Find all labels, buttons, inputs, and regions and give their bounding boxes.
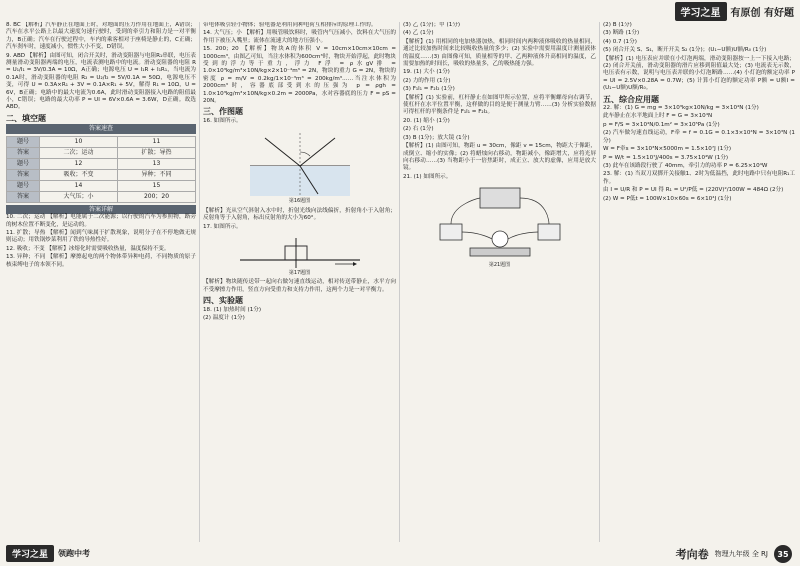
answer-18-2: (2) 温度计 (1分): [203, 314, 245, 321]
answer-23-1: 23. 解：(1) 当双刀双掷开关接触1、2时为低温挡，此时电路中只有电阻R₁工作。: [603, 171, 795, 185]
answer-19-3: (3) F₁l₁ = F₂l₂ (1分): [403, 86, 455, 93]
section-title-drawing: 三、作图题: [203, 107, 243, 117]
column-3: [403, 22, 596, 542]
answer-table-cell: 14: [40, 180, 118, 191]
answer-table-label: 题号: [7, 180, 40, 191]
answer-table-title: 答案速查: [6, 124, 196, 133]
answer-22-2: 此车静止在水平地面上时 F = G = 3×10⁴N: [603, 113, 713, 120]
answer-table-cell: 扩散；导热: [118, 147, 196, 158]
section-title-fill-blank: 二、填空题: [6, 113, 46, 123]
answer-20-3: (3) B (1分)；放大镜 (1分): [403, 134, 470, 141]
answer-17-explanation: 【解析】物块随传送带一起向右做匀速直线运动，相对传送带静止，水平方向不受摩擦力作用，竖直方向受重力和支持力作用，这两个力是一对平衡力。: [203, 279, 396, 293]
answer-13: 13. 异种；不同 【解析】摩擦起电的两个物体带异种电荷，不同物质的原子核束缚电子的本领不同。: [6, 254, 196, 268]
answer-table-cell: 13: [118, 158, 196, 169]
answer-table-cell: 异种；不同: [118, 169, 196, 180]
answer-table-cell: 200；20: [118, 191, 196, 202]
answer-23-2: 由 I = U/R 和 P = UI 得 R₁ = U²/P低 = (220V)²/100W = 484Ω (2分): [603, 187, 784, 194]
answer-table-cell: 10: [40, 136, 118, 147]
answer-20-2: (2) 右 (1分): [403, 126, 434, 133]
answer-table-label: 题号: [7, 136, 40, 147]
figure-17-caption: 第17题图: [288, 269, 311, 276]
answer-16-explanation: 【解析】光从空气斜射入水中时，折射光线向法线偏折，折射角小于入射角；反射角等于入射角，标出反射角的大小为60°。: [203, 207, 396, 222]
figure-17: [203, 234, 396, 277]
answer-22-4: (2) 汽车做匀速直线运动，F牵 = f = 0.1G = 0.1×3×10⁴N = 3×10³N (1分): [603, 130, 795, 144]
answer-22-6: P = W/t = 1.5×10⁷J/400s = 3.75×10⁴W (1分): [603, 154, 729, 161]
answer-12: 12. 吸收；不变 【解析】冰熔化时需要吸收热量，温度保持不变。: [6, 245, 170, 252]
brand-logo: 学习之星: [675, 2, 727, 21]
page-footer: [0, 544, 800, 566]
answer-18-4: (4) 乙 (1分): [403, 30, 434, 37]
answer-13-cont: 带电体吸引轻小物体；验电器是利用同种电荷互相排斥的原理工作的。: [203, 22, 377, 28]
answer-table-label: 答案: [7, 191, 40, 202]
footer-right: [676, 545, 792, 563]
answer-table-row: [7, 169, 196, 180]
answer-20-1: 20. (1) 缩小 (1分): [403, 117, 450, 124]
section-title-experiment: 四、实验题: [203, 296, 243, 306]
refraction-diagram: [240, 128, 360, 198]
column-2: [203, 22, 396, 542]
answer-table-cell: 11: [118, 136, 196, 147]
figure-21: [403, 184, 596, 269]
answer-10: 10. 二次；运动 【解析】电能属于二次能源；以行驶的汽车为参照物，路旁的树木位置不断变化，是运动的。: [6, 214, 196, 228]
answer-22-1: 22. 解：(1) G = mg = 3×10³kg×10N/kg = 3×10⁴N (1分): [603, 105, 759, 112]
column-divider: [599, 22, 600, 542]
answer-16: 16. 如图所示。: [203, 117, 242, 124]
answer-11: 11. 扩散；导热 【解析】闻到气味属于扩散现象，说明分子在不停地做无规则运动；用铁锅炒菜利用了铁的导热性好。: [6, 229, 196, 244]
answer-table-cell: 二次；运动: [40, 147, 118, 158]
answer-21-5: (5) 闭合开关 S、S₁，断开开关 S₂ (1分)；(U₁−U额)U额/R₀ (1分): [603, 47, 767, 54]
answer-21-2: (2) B (1分): [603, 22, 632, 28]
answer-table-label: 答案: [7, 147, 40, 158]
page-number: 35: [774, 545, 792, 563]
answer-table-row: [7, 158, 196, 169]
answer-21-explanation: 【解析】(1) 电压表应并联在小灯泡两端，滑动变阻器按一上一下接入电路；(2) 闭合开关前，滑动变阻器的滑片应移到阻值最大处；(3) 电流表无示数，电压表有示数，说明与电压表并联的小灯泡断路……(4) 小灯泡的额定功率 P = UI = 2.5V×0.28A = 0.7W；(5) 计算小灯泡的额定功率 P额 = U额I = (U₁−U额)U额/R₀。: [603, 55, 795, 92]
answer-20-explanation: 【解析】(1) 由图可知，物距 u = 30cm，像距 v = 15cm，物距大于像距，成倒立、缩小的实像；(2) 将蜡烛向右移动，物距减小，像距增大，应将光屏向右移动……(3) 当物距小于一倍焦距时，成正立、放大的虚像，应用是放大镜。: [403, 143, 596, 172]
answer-21-3: (3) 断路 (1分): [603, 30, 640, 37]
footer-volume: 考向卷: [675, 548, 709, 561]
answer-21-4: (4) 0.7 (1分): [603, 38, 637, 45]
answer-18-3: (3) 乙 (1分)；甲 (1分): [403, 22, 461, 28]
section-title-application: 五、综合应用题: [603, 94, 659, 104]
header-slogan: 有原创 有好题: [730, 8, 794, 19]
answer-23-3: (2) W = P低t = 100W×10×60s = 6×10⁴J (1分): [603, 195, 732, 202]
answer-22-5: W = F牵s = 3×10³N×5000m = 1.5×10⁷J (1分): [603, 146, 732, 153]
column-4: [603, 22, 795, 542]
figure-16-caption: 第16题图: [288, 198, 311, 205]
answer-table: [6, 136, 196, 203]
answer-9: 9. ABD 【解析】由图可知，闭合开关时，滑动变阻器与电阻R₁串联，电压表测量滑动变阻器两端的电压，电流表测电路中的电流。滑动变阻器的电阻 R = U₁/I₁ = 3V/0.3A = 10Ω，A正确；电源电压 U = I₁R + I₁R₁，当电流为0.1A时，滑动变阻器的电阻 R₂ = U₂/I₂ = 5V/0.1A = 50Ω，电源电压不变，可得 U = 0.3A×R₁ + 3V = 0.1A×R₁ + 5V，解得 R₁ = 10Ω，U = 6V，B正确；电路中的最大电流为0.6A，此时滑动变阻器接入电路的阻值最小，C错误；电路的最大功率 P = UI = 6V×0.6A = 3.6W，D正确。故选ABD。: [6, 52, 196, 111]
answer-19-1: 19. (1) 大小 (1分): [403, 69, 450, 76]
answer-table-cell: 12: [40, 158, 118, 169]
answer-17: 17. 如图所示。: [203, 223, 242, 230]
answer-18-1: 18. (1) 加热时间 (1分): [203, 306, 262, 313]
detail-title: 答案详解: [6, 205, 196, 214]
answer-table-row: [7, 191, 196, 202]
answer-table-row: [7, 136, 196, 147]
footer-subject: 物理九年级 全 RJ: [714, 550, 768, 558]
column-divider: [199, 22, 200, 542]
conveyor-diagram: [235, 234, 365, 270]
answer-table-label: 题号: [7, 158, 40, 169]
answer-21-1: 21. (1) 如图所示。: [403, 173, 452, 180]
answer-15: 15. 200；20 【解析】物块A的体积 V = 10cm×10cm×10cm = 1000cm³，由图乙可知，当注水体积为600cm³时，物块开始浮起，此时物块受到的浮力等于重力，浮力 F浮 = ρ水gV排 = 1.0×10³kg/m³×10N/kg×2×10⁻⁴m³ = 2N，物块的重力 G = 2N，物块的密度 ρ = m/V = 0.2kg/1×10⁻³m³ = 200kg/m³……当注水体积为2000cm³时，容器底部受到水的压强为 p = ρgh = 1.0×10³kg/m³×10N/kg×0.2m = 2000Pa，水对容器底的压力 F = pS = 20N。: [203, 46, 396, 105]
circuit-diagram: [430, 184, 570, 262]
answer-table-cell: 大气压；小: [40, 191, 118, 202]
answer-table-row: [7, 147, 196, 158]
answer-14: 14. 大气压；小 【解析】用吸管吸饮料时，吸管内气压减小，饮料在大气压的作用下被压入嘴里；流体在流速大的地方压强小。: [203, 30, 396, 44]
answer-table-cell: 吸收；不变: [40, 169, 118, 180]
answer-22-7: (3) 此车在该路段行驶了 40mm，牵引力的功率 P = 6.25×10⁴W: [603, 162, 768, 169]
column-1: [6, 22, 196, 542]
answer-table-label: 答案: [7, 169, 40, 180]
footer-brand-logo: 学习之星: [6, 545, 54, 562]
answer-22-3: p = F/S = 3×10⁴N/0.1m² = 3×10⁵Pa (1分): [603, 121, 720, 128]
answer-19-2: (2) 力的作用 (1分): [403, 77, 451, 84]
answer-18-explanation: 【解析】(1) 用相同的电加热器加热，相同时间内两种液体吸收的热量相同，通过比较加热时间来比较吸收热量的多少；(2) 实验中需要用温度计测量液体的温度……(3) 由图像可知，质量相等的甲、乙两种液体升高相同的温度，乙需要加热的时间长，吸收的热量多，乙的吸热能力强。: [403, 38, 596, 68]
column-divider: [399, 22, 400, 542]
footer-series: 领跑中考: [58, 549, 91, 558]
answer-19-explanation: 【解析】(1) 实验前，杠杆静止在如图甲所示位置，应将平衡螺母向右调节，使杠杆在水平位置平衡，这样做的目的是便于测量力臂……(3) 分析实验数据可得杠杆的平衡条件是 F₁l₁ = F₂l₂。: [403, 94, 596, 116]
answer-table-cell: 15: [118, 180, 196, 191]
footer-left: [6, 545, 90, 562]
answer-8: 8. BC 【解析】汽车静止在地面上时，对地面的压力作用在地面上，A错误；汽车在水平公路上以最大速度匀速行驶时，受到的牵引力和阻力是一对平衡力，B正确；汽车在行驶过程中，车内的乘客相对于座椅是静止的，C正确；汽车刹车时，速度减小，惯性大小不变，D错误。: [6, 22, 196, 51]
figure-21-caption: 第21题图: [488, 262, 511, 269]
page-header: [675, 2, 794, 21]
answer-table-row: [7, 180, 196, 191]
figure-16: [203, 128, 396, 205]
